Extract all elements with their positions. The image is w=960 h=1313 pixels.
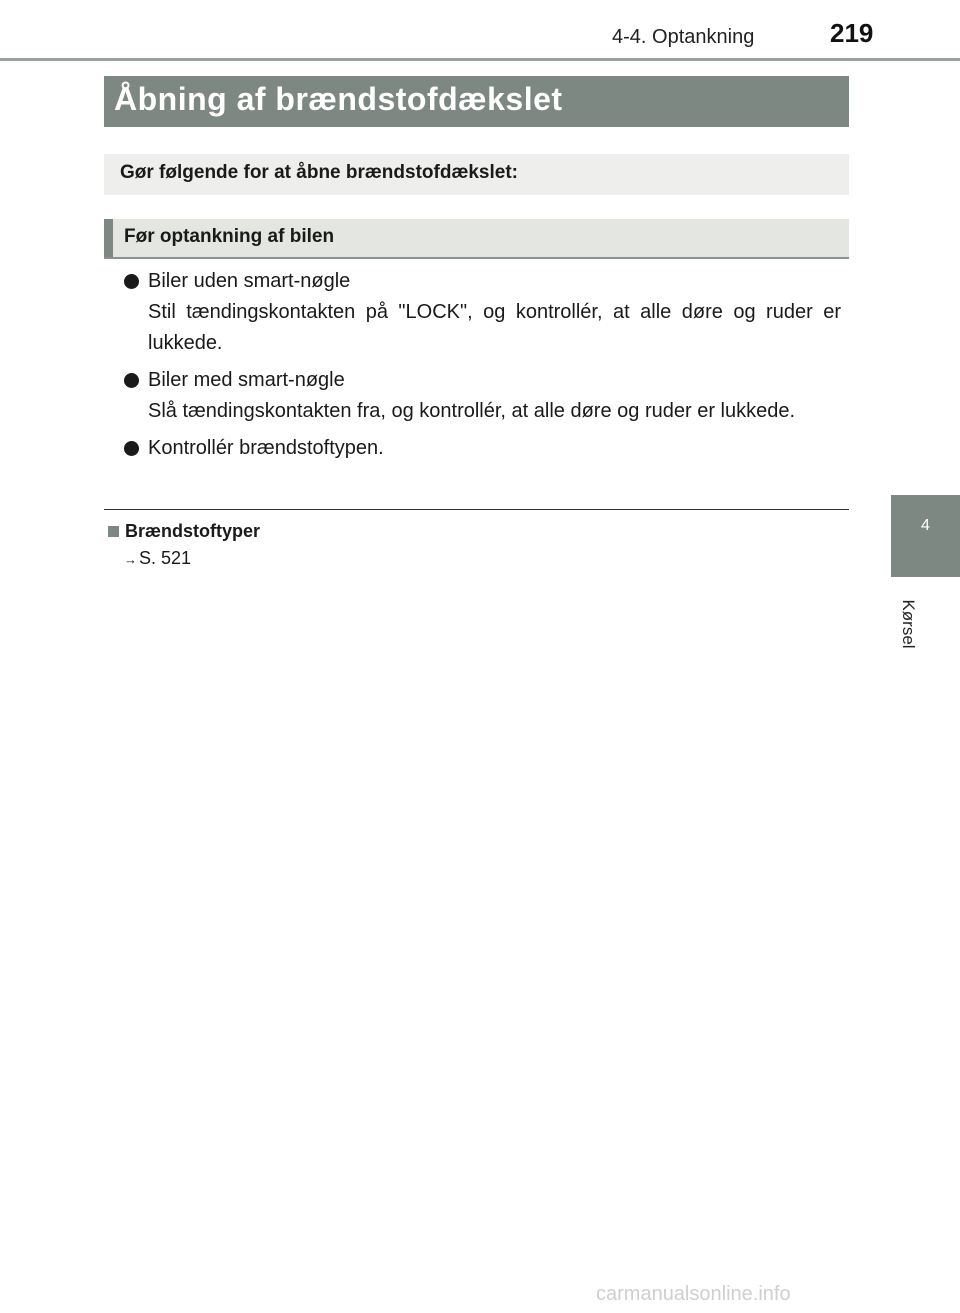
subheading-text: Før optankning af bilen: [124, 226, 335, 247]
page-reference: [124, 544, 260, 574]
list-item-title: Kontrollér brændstoftypen.: [148, 437, 384, 459]
section-divider: [104, 509, 849, 510]
note-block: [108, 518, 260, 574]
note-heading-text: Brændstoftyper: [125, 521, 261, 541]
bullet-dot-icon: [124, 441, 139, 456]
list-item-desc: Slå tændingskontakten fra, og kontrollér, at alle døre og ruder er lukkede.: [148, 400, 796, 422]
square-bullet-icon: [108, 526, 119, 537]
header-divider: [0, 58, 960, 61]
list-item: [124, 266, 841, 359]
chapter-number: 4: [921, 517, 930, 534]
arrow-right-icon: →: [124, 552, 137, 567]
intro-box: [104, 154, 849, 195]
chapter-tab: [891, 495, 960, 577]
subheading-bar: [104, 219, 849, 259]
list-item-title: Biler uden smart-nøgle: [148, 270, 351, 292]
watermark: carmanualsonline.info: [596, 1283, 791, 1305]
list-item-title: Biler med smart-nøgle: [148, 369, 345, 391]
list-item: [124, 433, 841, 464]
chapter-label-text: Kørsel: [899, 599, 918, 649]
intro-text: Gør følgende for at åbne brændstofdækslet:: [120, 162, 518, 183]
page-number: 219: [830, 18, 874, 48]
page-title: Åbning af brændstofdækslet: [114, 81, 563, 117]
page-title-bar: [104, 76, 849, 127]
list-item-desc: Stil tændingskontakten på "LOCK", og kontrollér, at alle døre og ruder er lukkede.: [148, 301, 841, 354]
header-section-title: 4-4. Optankning: [612, 26, 755, 48]
subheading-accent: [104, 219, 113, 257]
list-item: [124, 365, 841, 427]
chapter-label: [893, 594, 923, 654]
bullet-dot-icon: [124, 274, 139, 289]
page-reference-text: S. 521: [139, 548, 192, 568]
bullet-dot-icon: [124, 373, 139, 388]
bullet-list: [124, 266, 841, 470]
note-heading: [108, 518, 260, 544]
